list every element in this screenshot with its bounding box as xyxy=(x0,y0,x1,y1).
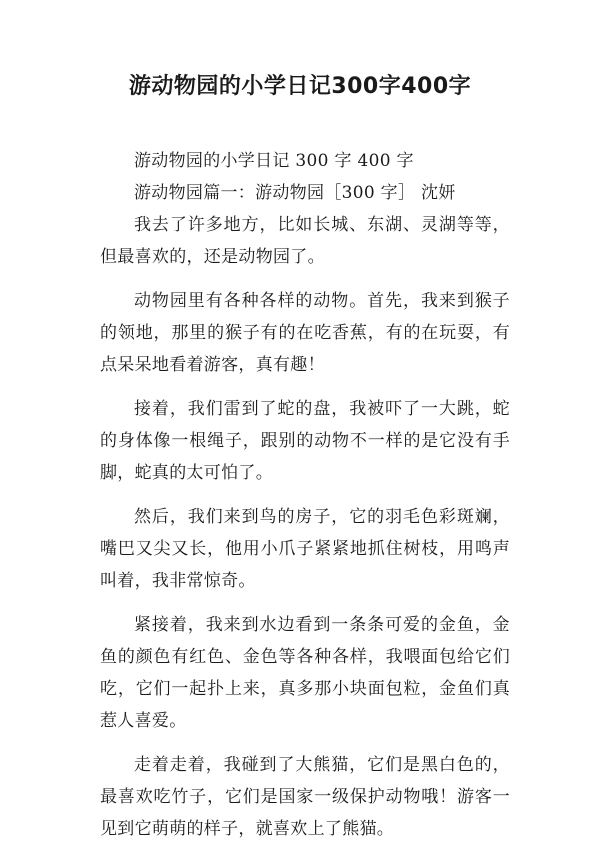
chapter-heading: 游动物园篇一：游动物园［300 字］ 沈妍 xyxy=(134,183,456,203)
paragraph: 紧接着，我来到水边看到一条条可爱的金鱼，金鱼的颜色有红色、金色等各种各样，我喂面包给它们吃，它们一起扑上来，真多那小块面包粒，金鱼们真惹人喜爱。 xyxy=(100,615,510,731)
paragraph: 走着走着，我碰到了大熊猫，它们是黑白色的，最喜欢吃竹子，它们是国家一级保护动物哦！游客一见到它萌萌的样子，就喜欢上了熊猫。 xyxy=(100,755,510,839)
paragraph: 我去了许多地方，比如长城、东湖、灵湖等等，但最喜欢的，还是动物园了。 xyxy=(100,215,510,267)
paragraph: 然后，我们来到鸟的房子，它的羽毛色彩斑斓，嘴巴又尖又长，他用小爪子紧紧地抓住树枝，用鸣声叫着，我非常惊奇。 xyxy=(100,507,510,591)
paragraph: 动物园里有各种各样的动物。首先，我来到猴子的领地，那里的猴子有的在吃香蕉，有的在玩耍，有点呆呆地看着游客，真有趣！ xyxy=(100,291,510,375)
document-title: 游动物园的小学日记300字400字 xyxy=(128,74,472,99)
paragraph: 接着，我们雷到了蛇的盘，我被吓了一大跳，蛇的身体像一根绳子，跟别的动物不一样的是它没有手脚，蛇真的太可怕了。 xyxy=(100,399,510,483)
document-body xyxy=(100,145,510,857)
document-subtitle: 游动物园的小学日记 300 字 400 字 xyxy=(134,151,414,171)
